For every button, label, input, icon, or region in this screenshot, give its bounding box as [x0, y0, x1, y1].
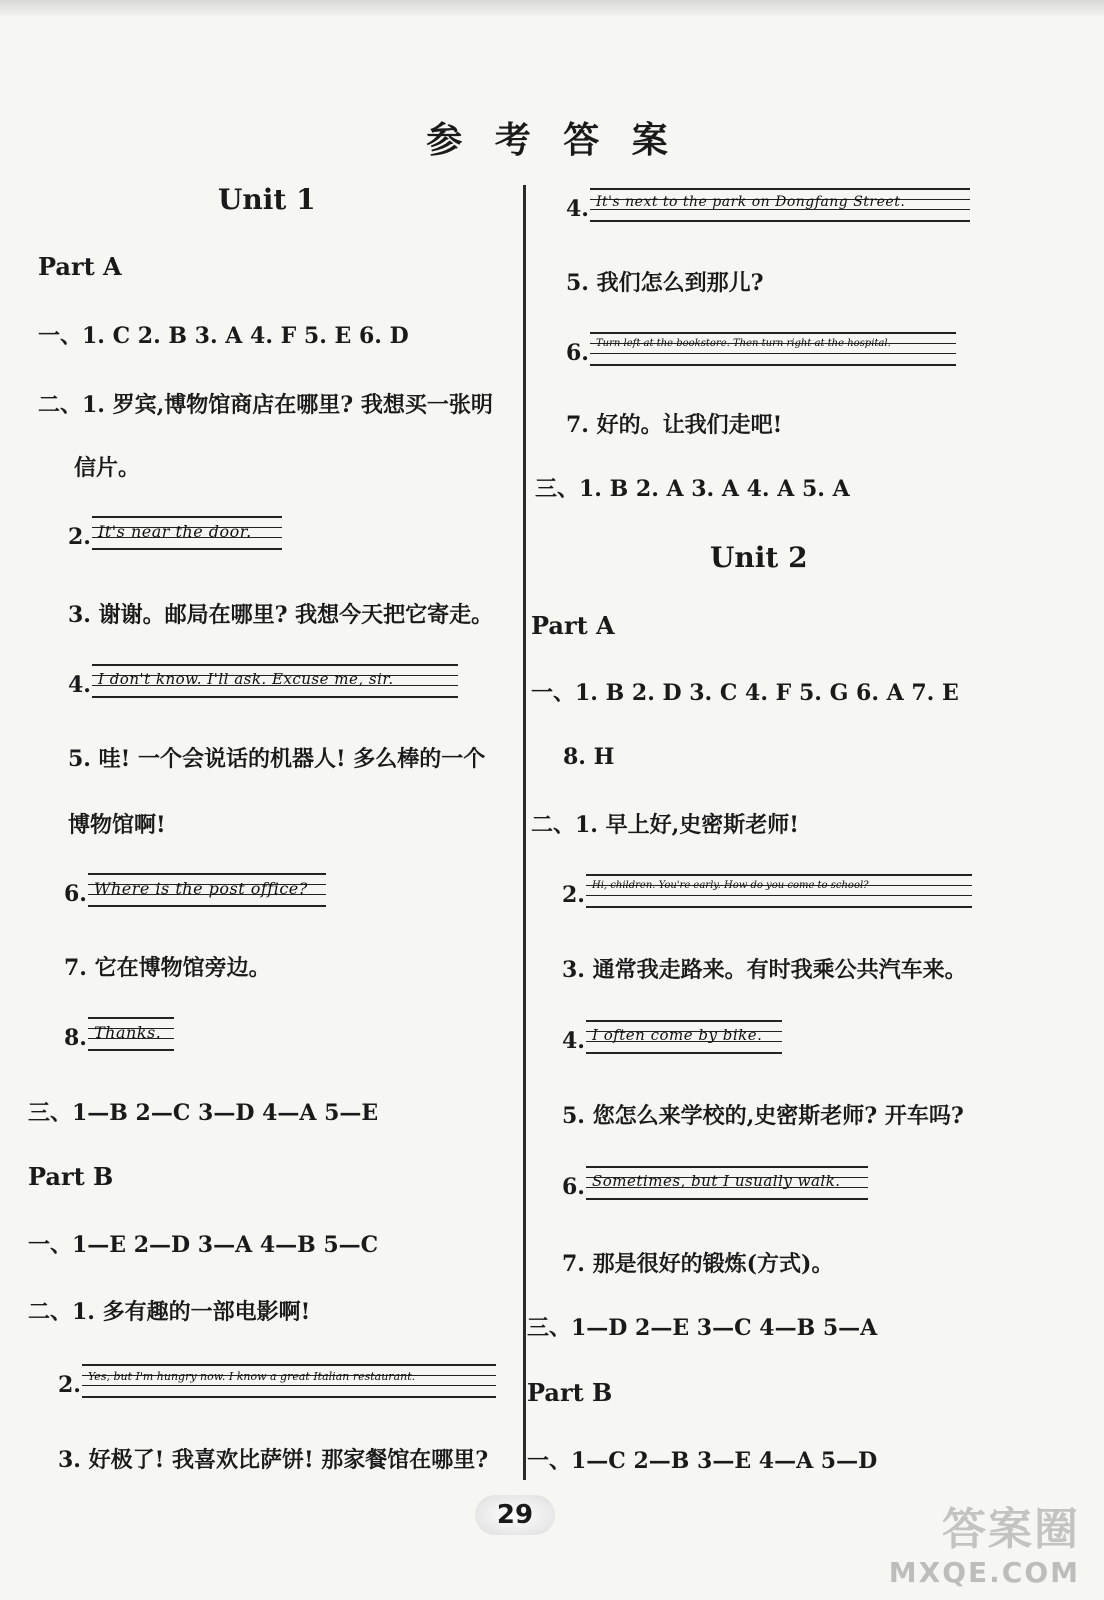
- handwritten-answer: 6. Where is the post office?: [64, 873, 334, 907]
- answer-line: 3. 谢谢。邮局在哪里? 我想今天把它寄走。: [68, 602, 494, 628]
- part-b-heading: Part B: [527, 1378, 613, 1407]
- answer-line: 3. 通常我走路来。有时我乘公共汽车来。: [562, 957, 967, 983]
- answer-line: 一、1—C 2—B 3—E 4—A 5—D: [527, 1448, 878, 1474]
- answer-line: 博物馆啊!: [68, 812, 166, 838]
- answer-line: 7. 它在博物馆旁边。: [64, 955, 271, 981]
- handwritten-answer: 8. Thanks.: [64, 1017, 184, 1051]
- answer-line: 5. 我们怎么到那儿?: [566, 270, 764, 296]
- handwritten-answer: 6. Sometimes, but I usually walk.: [562, 1166, 876, 1200]
- unit-1-heading: Unit 1: [218, 183, 316, 216]
- page-number: 29: [475, 1495, 555, 1535]
- answer-line: 二、1. 罗宾,博物馆商店在哪里? 我想买一张明: [38, 392, 493, 418]
- handwritten-answer: 6. Turn left at the bookstore. Then turn right at the hospital.: [566, 332, 966, 366]
- handwritten-answer: 2. Yes, but I'm hungry now. I know a great Italian restaurant.: [58, 1364, 508, 1398]
- answer-line: 5. 您怎么来学校的,史密斯老师? 开车吗?: [562, 1103, 964, 1129]
- top-edge: [0, 0, 1104, 18]
- answer-line: 3. 好极了! 我喜欢比萨饼! 那家餐馆在哪里?: [58, 1447, 489, 1473]
- answer-line: 信片。: [74, 455, 141, 481]
- part-b-heading: Part B: [28, 1162, 114, 1191]
- answer-line: 一、1. C 2. B 3. A 4. F 5. E 6. D: [38, 323, 409, 349]
- answer-line: 一、1. B 2. D 3. C 4. F 5. G 6. A 7. E: [531, 680, 959, 706]
- handwritten-answer: 2. It's near the door.: [68, 516, 288, 550]
- answer-line: 二、1. 多有趣的一部电影啊!: [28, 1299, 311, 1325]
- watermark-logo: 答案圈 MXQE.COM: [888, 1504, 1080, 1589]
- column-divider: [523, 185, 526, 1480]
- answer-line: 7. 那是很好的锻炼(方式)。: [562, 1251, 834, 1277]
- part-a-heading: Part A: [531, 611, 615, 640]
- answer-line: 一、1—E 2—D 3—A 4—B 5—C: [28, 1232, 379, 1258]
- answer-line: 三、1. B 2. A 3. A 4. A 5. A: [535, 476, 850, 502]
- answer-line: 7. 好的。让我们走吧!: [566, 412, 783, 438]
- answer-line: 5. 哇! 一个会说话的机器人! 多么棒的一个: [68, 746, 486, 772]
- answer-line: 8. H: [563, 744, 615, 770]
- handwritten-answer: 2. Hi, children. You're early. How do you come to school?: [562, 874, 982, 908]
- handwritten-answer: 4. It's next to the park on Dongfang Street.: [566, 188, 980, 222]
- unit-2-heading: Unit 2: [710, 541, 808, 574]
- page-title: 参 考 答 案: [426, 119, 678, 161]
- answer-line: 二、1. 早上好,史密斯老师!: [531, 812, 799, 838]
- part-a-heading: Part A: [38, 252, 122, 281]
- handwritten-answer: 4. I don't know. I'll ask. Excuse me, sir.: [68, 664, 468, 698]
- handwritten-answer: 4. I often come by bike.: [562, 1020, 792, 1054]
- answer-line: 三、1—D 2—E 3—C 4—B 5—A: [527, 1315, 878, 1341]
- answer-line: 三、1—B 2—C 3—D 4—A 5—E: [28, 1100, 379, 1126]
